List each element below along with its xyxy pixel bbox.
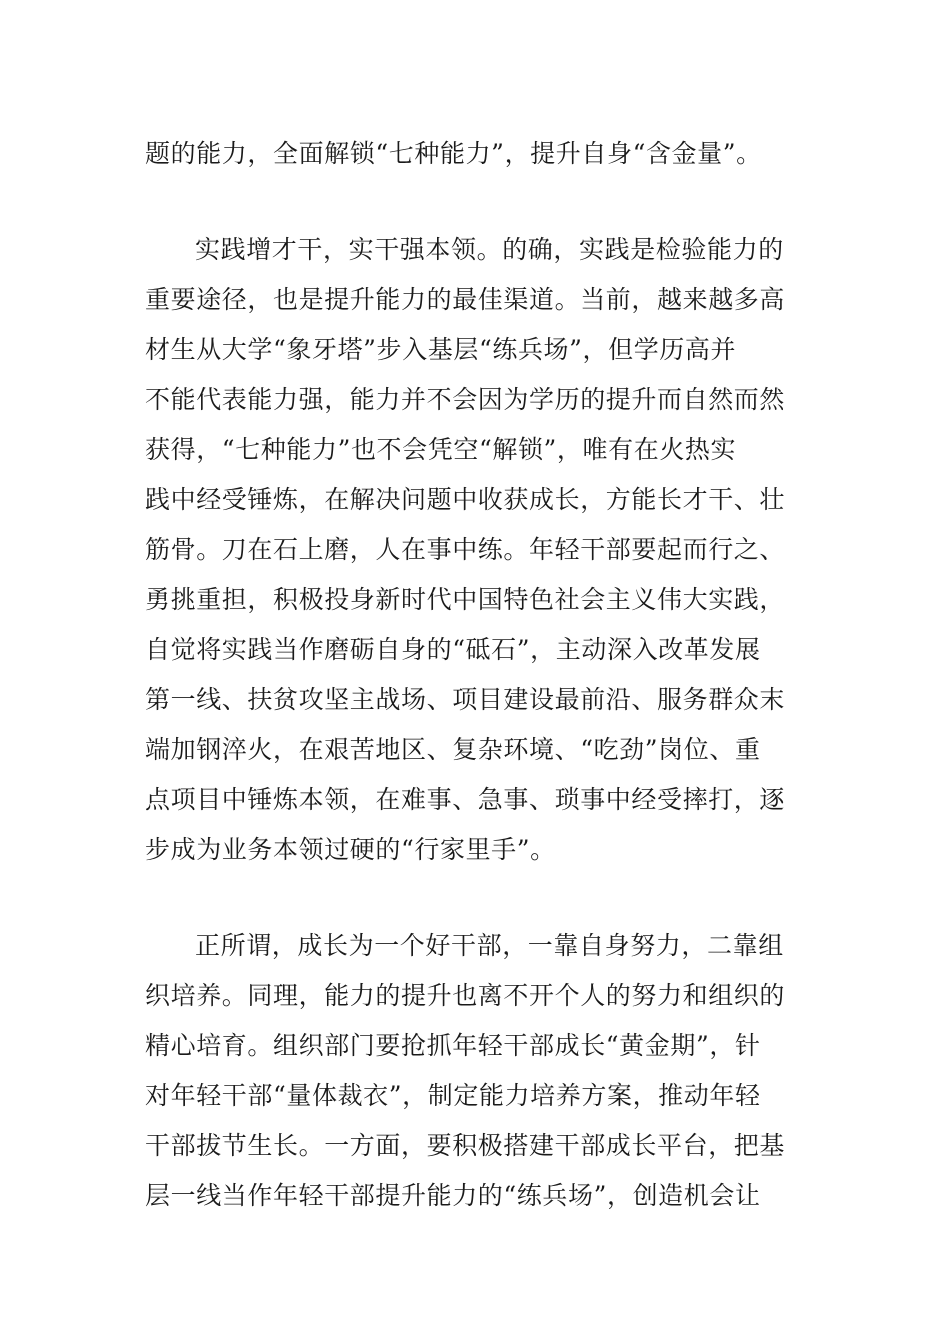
text-line: 获得，“七种能力”也不会凭空“解锁”，唯有在火热实 <box>145 435 737 464</box>
text-line: 正所谓，成长为一个好干部，一靠自身努力，二靠组 <box>195 931 784 960</box>
text-line: 织培养。同理，能力的提升也离不开个人的努力和组织的 <box>145 981 786 1010</box>
text-line: 干部拔节生长。一方面，要积极搭建干部成长平台，把基 <box>145 1131 786 1160</box>
text-line: 实践增才干，实干强本领。的确，实践是检验能力的 <box>195 235 784 264</box>
text-line: 自觉将实践当作磨砺自身的“砥石”，主动深入改革发展 <box>145 635 761 664</box>
text-line: 步成为业务本领过硬的“行家里手”。 <box>145 835 556 864</box>
text-line: 精心培育。组织部门要抢抓年轻干部成长“黄金期”，针 <box>145 1031 761 1060</box>
text-line: 题的能力，全面解锁“七种能力”，提升自身“含金量”。 <box>145 139 762 168</box>
text-line: 重要途径，也是提升能力的最佳渠道。当前，越来越多高 <box>145 285 786 314</box>
text-line: 端加钢淬火，在艰苦地区、复杂环境、“吃劲”岗位、重 <box>145 735 761 764</box>
text-line: 不能代表能力强，能力并不会因为学历的提升而自然而然 <box>145 385 786 414</box>
text-line: 对年轻干部“量体裁衣”，制定能力培养方案，推动年轻 <box>145 1081 761 1110</box>
text-line: 勇挑重担，积极投身新时代中国特色社会主义伟大实践， <box>145 585 786 614</box>
text-line: 材生从大学“象牙塔”步入基层“练兵场”，但学历高并 <box>145 335 737 364</box>
text-line: 践中经受锤炼，在解决问题中收获成长，方能长才干、壮 <box>145 485 786 514</box>
text-line: 第一线、扶贫攻坚主战场、项目建设最前沿、服务群众末 <box>145 685 786 714</box>
text-line: 层一线当作年轻干部提升能力的“练兵场”，创造机会让 <box>145 1181 761 1210</box>
text-line: 筋骨。刀在石上磨，人在事中练。年轻干部要起而行之、 <box>145 535 786 564</box>
text-line: 点项目中锤炼本领，在难事、急事、琐事中经受摔打，逐 <box>145 785 786 814</box>
